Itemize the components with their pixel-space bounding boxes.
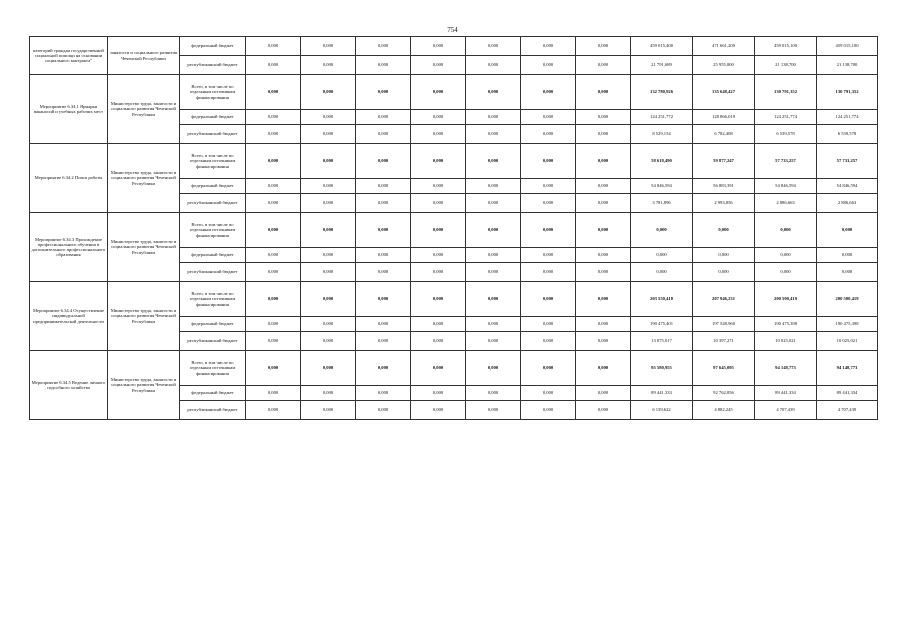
funding-source-cell: Всего, в том числе по отдельным источникам финансирования (180, 213, 246, 248)
amount-cell: 0,000 (576, 110, 631, 125)
amount-cell: 203 550,418 (631, 282, 693, 317)
amount-cell: 54 846,594 (755, 179, 817, 194)
amount-cell: 0,000 (576, 213, 631, 248)
amount-cell: 0,000 (466, 110, 521, 125)
amount-cell: 0,000 (246, 332, 301, 351)
table-row (30, 144, 878, 179)
amount-cell: 0,000 (356, 110, 411, 125)
amount-cell: 6 539,578 (755, 125, 817, 144)
amount-cell: 0,000 (411, 351, 466, 386)
amount-cell: 54 846,594 (631, 179, 693, 194)
amount-cell: 207 946,231 (693, 282, 755, 317)
page-number: 754 (447, 26, 458, 34)
amount-cell: 128 866,019 (693, 110, 755, 125)
amount-cell: 0,000 (466, 213, 521, 248)
continuation-activity-cell: категорий граждан государственной социальной помощи на основании социального контракта" (30, 37, 108, 75)
amount-cell: 0,000 (411, 37, 466, 56)
amount-cell: 0,000 (411, 179, 466, 194)
funding-source-cell: федеральный бюджет (180, 386, 246, 401)
amount-cell: 92 762,856 (693, 386, 755, 401)
amount-cell: 0,000 (411, 56, 466, 75)
table-row (30, 213, 878, 248)
amount-cell: 6 539,578 (817, 125, 878, 144)
amount-cell: 0,000 (755, 213, 817, 248)
amount-cell: 0,000 (631, 213, 693, 248)
measure-executor-cell: Министерство труда, занятости и социального развития Чеченской Республики (108, 213, 180, 282)
amount-cell: 94 148,773 (755, 351, 817, 386)
amount-cell: 0,000 (411, 282, 466, 317)
amount-cell: 3 781,896 (631, 194, 693, 213)
amount-cell: 0,000 (356, 144, 411, 179)
amount-cell: 58 618,490 (631, 144, 693, 179)
amount-cell: 0,000 (466, 317, 521, 332)
amount-cell: 459 015,100 (755, 37, 817, 56)
measure-activity-cell: Мероприятие 6.34.3 Прохождение профессионального обучения и дополнительного профессионального образования (30, 213, 108, 282)
amount-cell: 0,000 (521, 75, 576, 110)
amount-cell: 0,000 (246, 263, 301, 282)
amount-cell: 0,000 (411, 317, 466, 332)
amount-cell: 0,000 (576, 317, 631, 332)
amount-cell: 0,000 (301, 75, 356, 110)
amount-cell: 0,000 (246, 110, 301, 125)
budget-table-body (30, 37, 878, 420)
amount-cell: 0,000 (466, 179, 521, 194)
amount-cell: 0,000 (246, 56, 301, 75)
amount-cell: 0,000 (631, 263, 693, 282)
amount-cell: 0,000 (521, 213, 576, 248)
continuation-executor-cell: занятости и социального развития Чеченской Республики (108, 37, 180, 75)
measure-activity-cell: Мероприятие 6.34.2 Поиск работы (30, 144, 108, 213)
amount-cell: 0,000 (693, 213, 755, 248)
amount-cell: 0,000 (356, 56, 411, 75)
amount-cell: 0,000 (301, 37, 356, 56)
amount-cell: 0,000 (521, 37, 576, 56)
funding-source-cell: Всего, в том числе по отдельным источникам финансирования (180, 282, 246, 317)
amount-cell: 94 148,773 (817, 351, 878, 386)
amount-cell: 0,000 (576, 125, 631, 144)
amount-cell: 0,000 (356, 351, 411, 386)
amount-cell: 0,000 (411, 125, 466, 144)
amount-cell: 190 475,398 (755, 317, 817, 332)
amount-cell: 0,000 (246, 125, 301, 144)
amount-cell: 0,000 (521, 179, 576, 194)
amount-cell: 0,000 (466, 144, 521, 179)
amount-cell: 0,000 (466, 332, 521, 351)
amount-cell: 0,000 (521, 263, 576, 282)
funding-source-cell: республиканский бюджет (180, 263, 246, 282)
amount-cell: 0,000 (817, 213, 878, 248)
amount-cell: 0,000 (301, 248, 356, 263)
funding-source-cell: республиканский бюджет (180, 56, 246, 75)
amount-cell: 0,000 (521, 125, 576, 144)
amount-cell: 0,000 (411, 75, 466, 110)
amount-cell: 4 882,245 (693, 401, 755, 420)
amount-cell: 0,000 (246, 282, 301, 317)
amount-cell: 0,000 (576, 401, 631, 420)
amount-cell: 4 707,439 (817, 401, 878, 420)
amount-cell: 0,000 (356, 75, 411, 110)
funding-source-cell: Всего, в том числе по отдельным источникам финансирования (180, 75, 246, 110)
amount-cell: 135 648,427 (693, 75, 755, 110)
amount-cell: 200 500,419 (755, 282, 817, 317)
amount-cell: 4 707,439 (755, 401, 817, 420)
amount-cell: 0,000 (576, 386, 631, 401)
amount-cell: 0,000 (356, 263, 411, 282)
table-row (30, 282, 878, 317)
amount-cell: 0,000 (576, 351, 631, 386)
amount-cell: 0,000 (301, 194, 356, 213)
amount-cell: 0,000 (576, 263, 631, 282)
amount-cell: 0,000 (521, 332, 576, 351)
amount-cell: 0,000 (817, 248, 878, 263)
amount-cell: 0,000 (301, 282, 356, 317)
amount-cell: 13 075,017 (631, 332, 693, 351)
amount-cell: 0,000 (411, 401, 466, 420)
amount-cell: 0,000 (246, 213, 301, 248)
amount-cell: 0,000 (411, 194, 466, 213)
amount-cell: 25 955,800 (693, 56, 755, 75)
amount-cell: 0,000 (521, 194, 576, 213)
amount-cell: 0,000 (411, 110, 466, 125)
measure-activity-cell: Мероприятие 6.34.4 Осуществление индивидуальной предпринимательской деятельности (30, 282, 108, 351)
amount-cell: 21 138,700 (817, 56, 878, 75)
amount-cell: 0,000 (521, 351, 576, 386)
amount-cell: 57 733,257 (817, 144, 878, 179)
amount-cell: 0,000 (521, 144, 576, 179)
amount-cell: 2 886,663 (817, 194, 878, 213)
amount-cell: 56 883,391 (693, 179, 755, 194)
measure-executor-cell: Министерство труда, занятости и социального развития Чеченской Республики (108, 144, 180, 213)
amount-cell: 0,000 (356, 37, 411, 56)
amount-cell: 0,000 (411, 263, 466, 282)
amount-cell: 0,000 (246, 401, 301, 420)
amount-cell: 21 791,689 (631, 56, 693, 75)
amount-cell: 0,000 (411, 248, 466, 263)
amount-cell: 0,000 (576, 56, 631, 75)
funding-source-cell: республиканский бюджет (180, 332, 246, 351)
amount-cell: 0,000 (356, 386, 411, 401)
measure-executor-cell: Министерство труда, занятости и социального развития Чеченской Республики (108, 75, 180, 144)
amount-cell: 0,000 (521, 317, 576, 332)
amount-cell: 6 782,408 (693, 125, 755, 144)
amount-cell: 0,000 (356, 401, 411, 420)
amount-cell: 0,000 (576, 194, 631, 213)
amount-cell: 459 015,100 (817, 37, 878, 56)
amount-cell: 0,000 (466, 282, 521, 317)
amount-cell: 0,000 (466, 56, 521, 75)
amount-cell: 130 791,352 (755, 75, 817, 110)
amount-cell: 0,000 (356, 248, 411, 263)
amount-cell: 0,000 (466, 37, 521, 56)
amount-cell: 0,000 (246, 144, 301, 179)
amount-cell: 0,000 (576, 179, 631, 194)
amount-cell: 0,000 (466, 263, 521, 282)
amount-cell: 0,000 (466, 248, 521, 263)
amount-cell: 6 139,622 (631, 401, 693, 420)
amount-cell: 0,000 (356, 332, 411, 351)
amount-cell: 200 500,419 (817, 282, 878, 317)
amount-cell: 0,000 (521, 56, 576, 75)
funding-source-cell: Всего, в том числе по отдельным источникам финансирования (180, 144, 246, 179)
amount-cell: 0,000 (301, 351, 356, 386)
amount-cell: 190 475,398 (817, 317, 878, 332)
measure-activity-cell: Мероприятие 6.34.1 Ярмарки ваканосий и учебных рабочих мест (30, 75, 108, 144)
amount-cell: 89 441,334 (755, 386, 817, 401)
amount-cell: 0,000 (301, 401, 356, 420)
funding-source-cell: федеральный бюджет (180, 37, 246, 56)
funding-source-cell: федеральный бюджет (180, 317, 246, 332)
budget-table (29, 36, 878, 420)
amount-cell: 0,000 (356, 194, 411, 213)
funding-source-cell: федеральный бюджет (180, 248, 246, 263)
amount-cell: 54 846,594 (817, 179, 878, 194)
amount-cell: 10 025,021 (755, 332, 817, 351)
funding-source-cell: республиканский бюджет (180, 194, 246, 213)
amount-cell: 10 397,271 (693, 332, 755, 351)
measure-activity-cell: Мероприятие 6.34.5 Ведение личного подсобного хозяйства (30, 351, 108, 420)
amount-cell: 0,000 (301, 332, 356, 351)
amount-cell: 89 441,334 (817, 386, 878, 401)
amount-cell: 0,000 (576, 248, 631, 263)
amount-cell: 8 529,154 (631, 125, 693, 144)
amount-cell: 471 661,200 (693, 37, 755, 56)
measure-executor-cell: Министерство труда, занятости и социального развития Чеченской Республики (108, 351, 180, 420)
amount-cell: 59 877,247 (693, 144, 755, 179)
amount-cell: 0,000 (576, 144, 631, 179)
amount-cell: 2 993,856 (693, 194, 755, 213)
amount-cell: 0,000 (411, 386, 466, 401)
amount-cell: 0,000 (301, 386, 356, 401)
amount-cell: 0,000 (693, 263, 755, 282)
amount-cell: 0,000 (356, 282, 411, 317)
amount-cell: 124 251,772 (631, 110, 693, 125)
table-row (30, 351, 878, 386)
amount-cell: 0,000 (521, 110, 576, 125)
amount-cell: 0,000 (301, 144, 356, 179)
amount-cell: 97 645,095 (693, 351, 755, 386)
funding-source-cell: республиканский бюджет (180, 125, 246, 144)
amount-cell: 0,000 (246, 386, 301, 401)
amount-cell: 0,000 (411, 144, 466, 179)
amount-cell: 0,000 (356, 317, 411, 332)
amount-cell: 0,000 (301, 263, 356, 282)
funding-source-cell: Всего, в том числе по отдельным источникам финансирования (180, 351, 246, 386)
funding-source-cell: федеральный бюджет (180, 179, 246, 194)
funding-source-cell: республиканский бюджет (180, 401, 246, 420)
amount-cell: 0,000 (576, 75, 631, 110)
amount-cell: 0,000 (356, 213, 411, 248)
amount-cell: 0,000 (576, 282, 631, 317)
amount-cell: 0,000 (246, 179, 301, 194)
amount-cell: 0,000 (246, 248, 301, 263)
amount-cell: 124 251,774 (755, 110, 817, 125)
amount-cell: 0,000 (466, 401, 521, 420)
amount-cell: 0,000 (466, 351, 521, 386)
amount-cell: 0,000 (411, 213, 466, 248)
amount-cell: 0,000 (246, 194, 301, 213)
amount-cell: 0,000 (576, 332, 631, 351)
amount-cell: 2 886,663 (755, 194, 817, 213)
amount-cell: 0,000 (246, 317, 301, 332)
amount-cell: 0,000 (246, 37, 301, 56)
amount-cell: 130 791,352 (817, 75, 878, 110)
amount-cell: 124 251,774 (817, 110, 878, 125)
amount-cell: 0,000 (356, 179, 411, 194)
amount-cell: 0,000 (301, 125, 356, 144)
amount-cell: 0,000 (521, 401, 576, 420)
amount-cell: 0,000 (301, 179, 356, 194)
amount-cell: 0,000 (631, 248, 693, 263)
table-row (30, 75, 878, 110)
amount-cell: 57 733,257 (755, 144, 817, 179)
amount-cell: 0,000 (466, 125, 521, 144)
amount-cell: 95 580,955 (631, 351, 693, 386)
amount-cell: 10 025,021 (817, 332, 878, 351)
amount-cell: 197 548,960 (693, 317, 755, 332)
table-row (30, 37, 878, 56)
amount-cell: 0,000 (246, 75, 301, 110)
amount-cell: 0,000 (755, 263, 817, 282)
amount-cell: 0,000 (521, 282, 576, 317)
amount-cell: 0,000 (356, 125, 411, 144)
amount-cell: 459 015,400 (631, 37, 693, 56)
amount-cell: 0,000 (521, 386, 576, 401)
amount-cell: 0,000 (576, 37, 631, 56)
measure-executor-cell: Министерство труда, занятости и социального развития Чеченской Республики (108, 282, 180, 351)
amount-cell: 0,000 (301, 110, 356, 125)
amount-cell: 0,000 (301, 317, 356, 332)
amount-cell: 0,000 (693, 248, 755, 263)
amount-cell: 0,000 (246, 351, 301, 386)
amount-cell: 0,000 (411, 332, 466, 351)
amount-cell: 132 780,926 (631, 75, 693, 110)
amount-cell: 0,000 (817, 263, 878, 282)
amount-cell: 89 441,333 (631, 386, 693, 401)
amount-cell: 21 138,700 (755, 56, 817, 75)
amount-cell: 0,000 (301, 56, 356, 75)
funding-source-cell: федеральный бюджет (180, 110, 246, 125)
amount-cell: 0,000 (521, 248, 576, 263)
amount-cell: 0,000 (755, 248, 817, 263)
amount-cell: 0,000 (466, 75, 521, 110)
amount-cell: 0,000 (466, 194, 521, 213)
amount-cell: 0,000 (301, 213, 356, 248)
amount-cell: 190 475,401 (631, 317, 693, 332)
amount-cell: 0,000 (466, 386, 521, 401)
